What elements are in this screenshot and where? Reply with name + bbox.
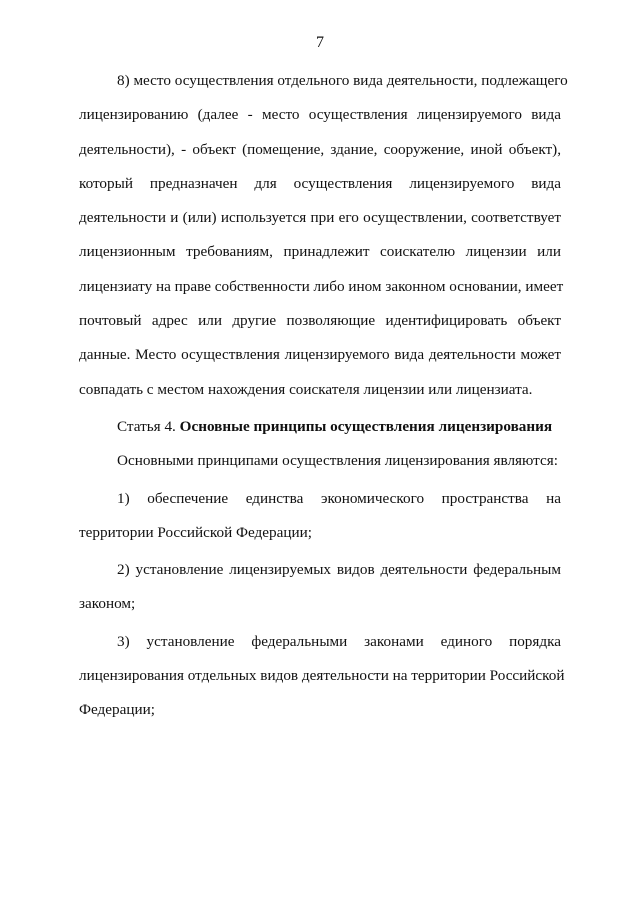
principle-2-paragraph (79, 553, 561, 622)
text-line: данные. Место осуществления лицензируемого вида деятельности может (79, 346, 561, 364)
intro-paragraph: Основными принципами осуществления лицензирования являются: (117, 452, 558, 470)
text-line: территории Российской Федерации; (79, 523, 312, 541)
text-line: 3) установление федеральными законами единого порядка (117, 632, 561, 650)
text-line: лицензирования отдельных видов деятельности на территории Российской (79, 667, 565, 685)
text-line: лицензионным требованиям, принадлежит соискателю лицензии или (79, 243, 561, 261)
principle-1-paragraph (79, 482, 561, 551)
text-line: законом; (79, 595, 136, 613)
text-line: совпадать с местом нахождения соискателя лицензии или лицензиата. (79, 380, 533, 398)
text-line: деятельности и (или) используется при его осуществлении, соответствует (79, 209, 561, 227)
item-8-paragraph (79, 64, 568, 407)
principle-3-paragraph (79, 625, 565, 728)
text-line: деятельности), - объект (помещение, здание, сооружение, иной объект), (79, 140, 561, 158)
document-body (79, 64, 568, 728)
text-line: 1) обеспечение единства экономического пространства на (117, 489, 561, 507)
text-line: лицензиату на праве собственности либо ином законном основании, имеет (79, 277, 564, 295)
article-label: Статья 4. (117, 417, 176, 435)
text-line: 2) установление лицензируемых видов деятельности федеральным (117, 561, 561, 579)
page-number: 7 (316, 34, 324, 51)
text-line: 8) место осуществления отдельного вида деятельности, подлежащего (117, 72, 568, 89)
text-line: лицензированию (далее - место осуществления лицензируемого вида (79, 106, 561, 124)
article-title: Основные принципы осуществления лицензирования (179, 417, 553, 435)
text-line: почтовый адрес или другие позволяющие идентифицировать объект (79, 312, 561, 330)
text-line: который предназначен для осуществления лицензируемого вида (79, 174, 561, 192)
text-line: Федерации; (79, 701, 155, 719)
article-heading (79, 410, 561, 444)
